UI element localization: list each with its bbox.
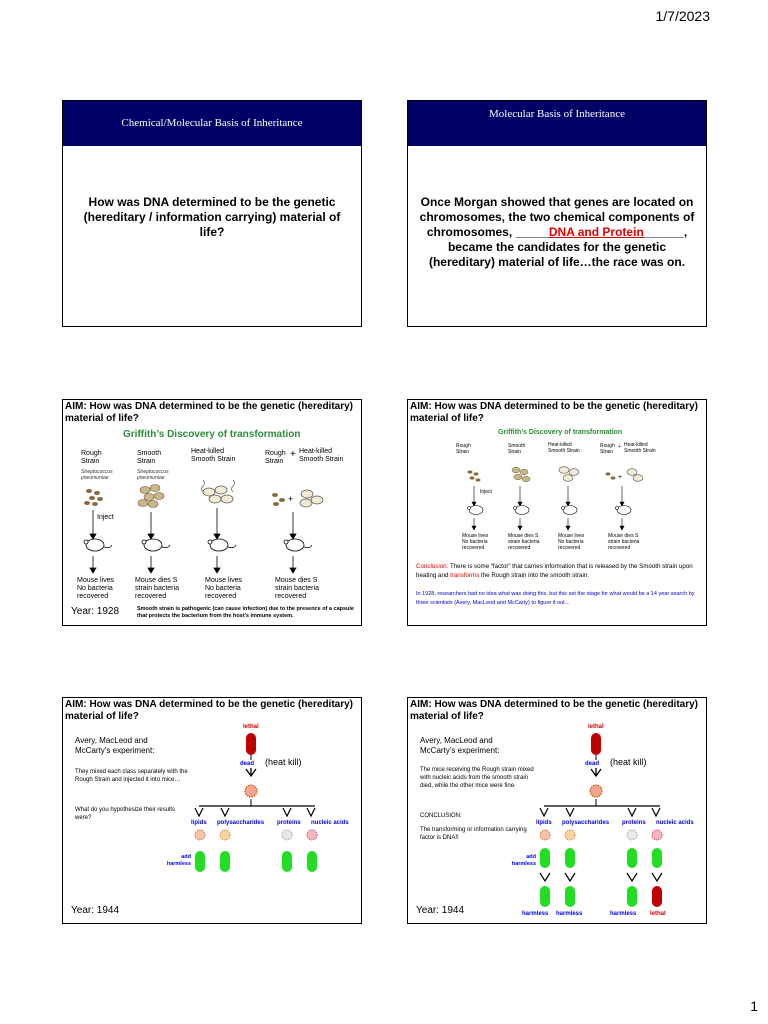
svg-text:+: + (288, 494, 294, 504)
griffith-title: Griffith’s Discovery of transformation (123, 429, 301, 440)
label-plus: + (290, 449, 296, 460)
slide-6-p2: CONCLUSION: (420, 813, 462, 819)
outcome-2: Mouse dies S strain bacteria recovered (135, 577, 179, 600)
slide-6 (407, 697, 707, 924)
year-1944-a: Year: 1944 (71, 905, 120, 916)
avery-heading: Avery, MacLeod and McCarty’s experiment: (75, 736, 155, 755)
slide-4-aim: AIM: How was DNA determined to be the genetic (hereditary) material of life? (410, 401, 699, 424)
slide-3-aim: AIM: How was DNA determined to be the genetic (hereditary) material of life? (65, 401, 354, 424)
year-1928: Year: 1928 (71, 606, 120, 617)
heat-killed-bacteria-icon (202, 480, 235, 503)
slide-6-p1: The mice receiving the Rough strain mixed with nucleic acids from the smooth strain died, while the other mice were fine. (420, 767, 534, 789)
lethal-bacterium-icon (246, 733, 256, 755)
harmless-bacteria-icons (195, 851, 317, 872)
mouse-icons (84, 539, 312, 551)
result-harmless-1: harmless (522, 911, 549, 917)
page-date: 1/7/2023 (655, 8, 710, 24)
label-nucleic-acids: nucleic acids (311, 820, 349, 826)
slide-2-title: Molecular Basis of Inheritance (489, 108, 625, 120)
slide-5-p1: They mixed each class separately with the Rough Strain and injected it into mice… (75, 769, 188, 783)
slide-6-p3: The transforming or information carrying factor is DNA!! (420, 827, 527, 841)
label-rough-strain-2: Rough Strain (265, 450, 286, 465)
avery-heading-2: Avery, MacLeod and McCarty’s experiment: (420, 736, 500, 755)
griffith-note: Smooth strain is pathogenic (can cause infection) due to the presence of a capsule that protects the bacterium from the host’s immune system. (137, 606, 354, 619)
label-rough-strain: Rough Strain (81, 450, 102, 465)
slide-1-title: Chemical/Molecular Basis of Inheritance (121, 117, 303, 129)
year-1944-b: Year: 1944 (416, 905, 465, 916)
label-rough-strain-2s: Rough Strain (600, 443, 615, 455)
result-harmless-3: harmless (610, 911, 637, 917)
label-rough-strain-s: Rough Strain (456, 443, 471, 455)
label-nucleic-acids-2: nucleic acids (656, 820, 694, 826)
slide-1-title-band (63, 101, 361, 146)
slide-2-body (418, 195, 696, 270)
outcome-4: Mouse dies S strain bacteria recovered (275, 577, 319, 600)
result-lethal: lethal (650, 911, 666, 917)
slide-4-conclusion (416, 562, 700, 580)
label-proteins: proteins (277, 820, 301, 826)
smooth-bacteria-icon (138, 485, 164, 508)
extract-icons (195, 830, 317, 840)
mixture-bacteria-icon (272, 490, 323, 507)
slide-4-note: In 1928, researchers had no idea what was doing this, but this set the stage for what would be a 14 year search by three scientists (Avery, MacLeod and McCarty) to figure it out… (416, 591, 695, 606)
outcome-1-s: Mouse lives No bacteria recovered (462, 533, 489, 551)
label-lethal-2: lethal (588, 724, 604, 730)
label-heat-kill-2: (heat kill) (610, 757, 647, 767)
outcome-3: Mouse lives No bacteria recovered (205, 577, 242, 600)
label-heat-kill: (heat kill) (265, 757, 302, 767)
outcome-4-s: Mouse dies S strain bacteria recovered (608, 533, 640, 551)
label-smooth-strain-s: Smooth Strain (508, 443, 526, 455)
slide-5 (62, 697, 362, 924)
label-dead-2: dead (585, 761, 600, 767)
outcome-2-s: Mouse dies S strain bacteria recovered (508, 533, 540, 551)
slide-5-aim: AIM: How was DNA determined to be the genetic (hereditary) material of life? (65, 699, 354, 722)
label-heat-killed-s: Heat-killed Smooth Strain (548, 442, 580, 454)
rough-bacteria-icon (84, 489, 103, 506)
slide-1-question: How was DNA determined to be the genetic (hereditary / information carrying) material of life? (83, 195, 341, 239)
griffith-title-small: Griffith’s Discovery of transformation (498, 429, 623, 436)
slide-2-line3: became the candidates for the genetic (hereditary) material of life…the race was on. (428, 240, 686, 269)
blank-answer: DNA and Protein (548, 225, 644, 239)
conclusion-text-2: the Rough strain into the smooth strain. (479, 572, 590, 579)
conclusion-transforms: transforms (450, 572, 480, 579)
conclusion-text-1: There is some “factor” that carries information that is released by the Smooth strain upon heating and (416, 563, 693, 579)
label-lipids-2: lipids (536, 820, 552, 826)
result-harmless-2: harmless (556, 911, 583, 917)
page-number: 1 (750, 998, 758, 1014)
lethal-bacterium-icon (591, 733, 601, 755)
label-polysaccharides: polysaccharides (217, 820, 265, 826)
slide-2-title-band (408, 101, 706, 146)
slide-2-line1: Once Morgan showed that genes are located on chromosomes, the two chemical components of (419, 195, 695, 224)
slide-3 (62, 399, 362, 626)
lysed-cell-icon (245, 785, 257, 797)
result-bacteria-icons (540, 886, 662, 907)
label-smooth-strain: Smooth Strain (137, 450, 162, 465)
slide-2 (407, 100, 707, 327)
label-inject-s: Inject (480, 489, 492, 495)
avery-diagram (63, 698, 362, 924)
slide-6-aim: AIM: How was DNA determined to be the genetic (hereditary) material of life? (410, 699, 699, 722)
label-heat-killed-2: Heat-killed Smooth Strain (299, 448, 344, 463)
svg-text:+: + (618, 474, 623, 481)
label-plus-s: + (618, 444, 621, 450)
outcome-3-s: Mouse lives No bacteria recovered (558, 533, 585, 551)
label-species-2: Streptococcus pneumoniae (137, 469, 169, 481)
label-heat-killed-2s: Heat-killed Smooth Strain (624, 442, 656, 454)
slide-2-line2-post: ______, (643, 225, 688, 239)
slide-4 (407, 399, 707, 626)
slide-5-p2: What do you hypothesize their results were? (75, 807, 176, 821)
conclusion-label: Conclusion: (416, 563, 449, 570)
label-add-harmless-2: add harmless (511, 854, 536, 867)
label-lethal: lethal (243, 724, 259, 730)
label-lipids: lipids (191, 820, 207, 826)
label-polysaccharides-2: polysaccharides (562, 820, 610, 826)
label-heat-killed: Heat-killed Smooth Strain (191, 448, 236, 463)
avery-diagram-results (408, 698, 707, 924)
label-proteins-2: proteins (622, 820, 646, 826)
label-dead: dead (240, 761, 255, 767)
label-add-harmless: add harmless (166, 854, 191, 867)
outcome-1: Mouse lives No bacteria recovered (77, 577, 114, 600)
label-inject: Inject (97, 514, 114, 521)
slide-2-line2-pre: chromosomes, _____ (426, 225, 549, 239)
slide-1 (62, 100, 362, 327)
label-species-1: Streptococcus pneumoniae (81, 469, 113, 481)
